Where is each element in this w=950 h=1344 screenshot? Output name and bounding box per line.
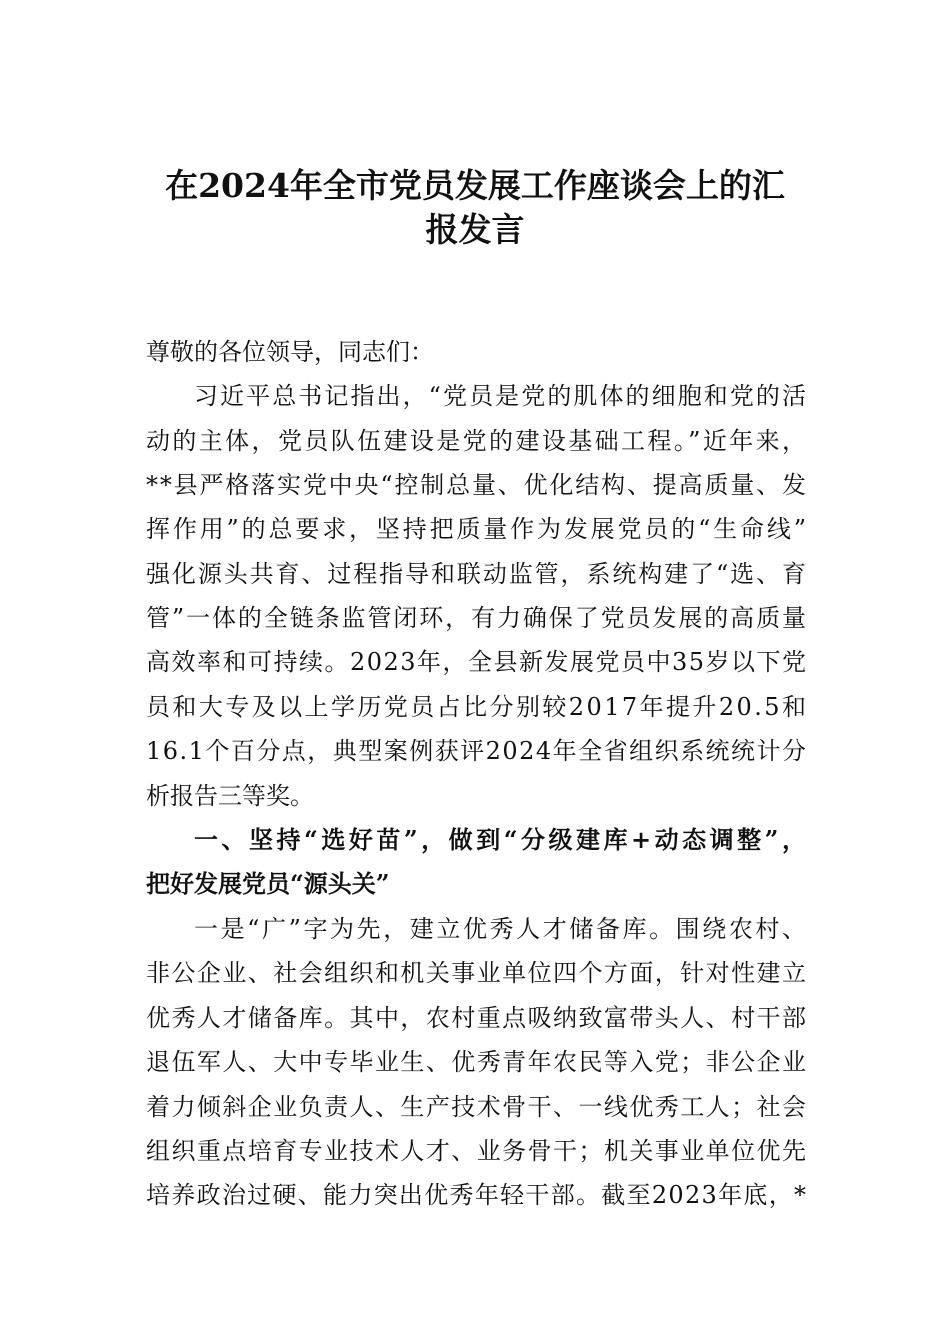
salutation: 尊敬的各位领导，同志们： <box>146 338 434 366</box>
paragraph1-line: 管”一体的全链条监管闭环，有力确保了党员发展的高质量 <box>146 604 808 632</box>
paragraph1-line: 高效率和可持续。2023年，全县新发展党员中35岁以下党 <box>146 648 808 676</box>
paragraph1-line: **县严格落实党中央“控制总量、优化结构、提高质量、发 <box>146 471 808 499</box>
paragraph2-line: 退伍军人、大中专毕业生、优秀青年农民等入党；非公企业 <box>146 1048 808 1076</box>
section-heading-line: 一、坚持“选好苗”，做到“分级建库+动态调整”， <box>194 825 810 854</box>
paragraph1-line: 强化源头共育、过程指导和联动监管，系统构建了“选、育 <box>146 560 808 588</box>
paragraph1-line: 挥作用”的总要求，坚持把质量作为发展党员的“生命线” <box>146 515 809 543</box>
document-title-line-2: 报发言 <box>425 210 525 249</box>
document-title-line-1: 在2024年全市党员发展工作座谈会上的汇 <box>165 166 785 205</box>
paragraph2-line: 一是“广”字为先，建立优秀人才储备库。围绕农村、 <box>194 915 809 943</box>
section-heading-line: 把好发展党员“源头关” <box>146 869 390 898</box>
paragraph1-line: 习近平总书记指出，“党员是党的肌体的细胞和党的活 <box>194 382 809 410</box>
paragraph1-line: 析报告三等奖。 <box>146 782 314 810</box>
paragraph1-line: 16.1个百分点，典型案例获评2024年全省组织系统统计分 <box>146 737 808 765</box>
paragraph2-line: 非公企业、社会组织和机关事业单位四个方面，针对性建立 <box>146 959 808 987</box>
paragraph1-line: 员和大专及以上学历党员占比分别较2017年提升20.5和 <box>146 693 809 721</box>
paragraph1-line: 动的主体，党员队伍建设是党的建设基础工程。”近年来， <box>146 427 809 455</box>
paragraph2-line: 优秀人才储备库。其中，农村重点吸纳致富带头人、村干部 <box>146 1004 808 1032</box>
paragraph2-line: 组织重点培育专业技术人才、业务骨干；机关事业单位优先 <box>146 1137 808 1165</box>
paragraph2-line: 培养政治过硬、能力突出优秀年轻干部。截至2023年底，* <box>146 1181 808 1209</box>
paragraph2-line: 着力倾斜企业负责人、生产技术骨干、一线优秀工人；社会 <box>146 1093 808 1121</box>
